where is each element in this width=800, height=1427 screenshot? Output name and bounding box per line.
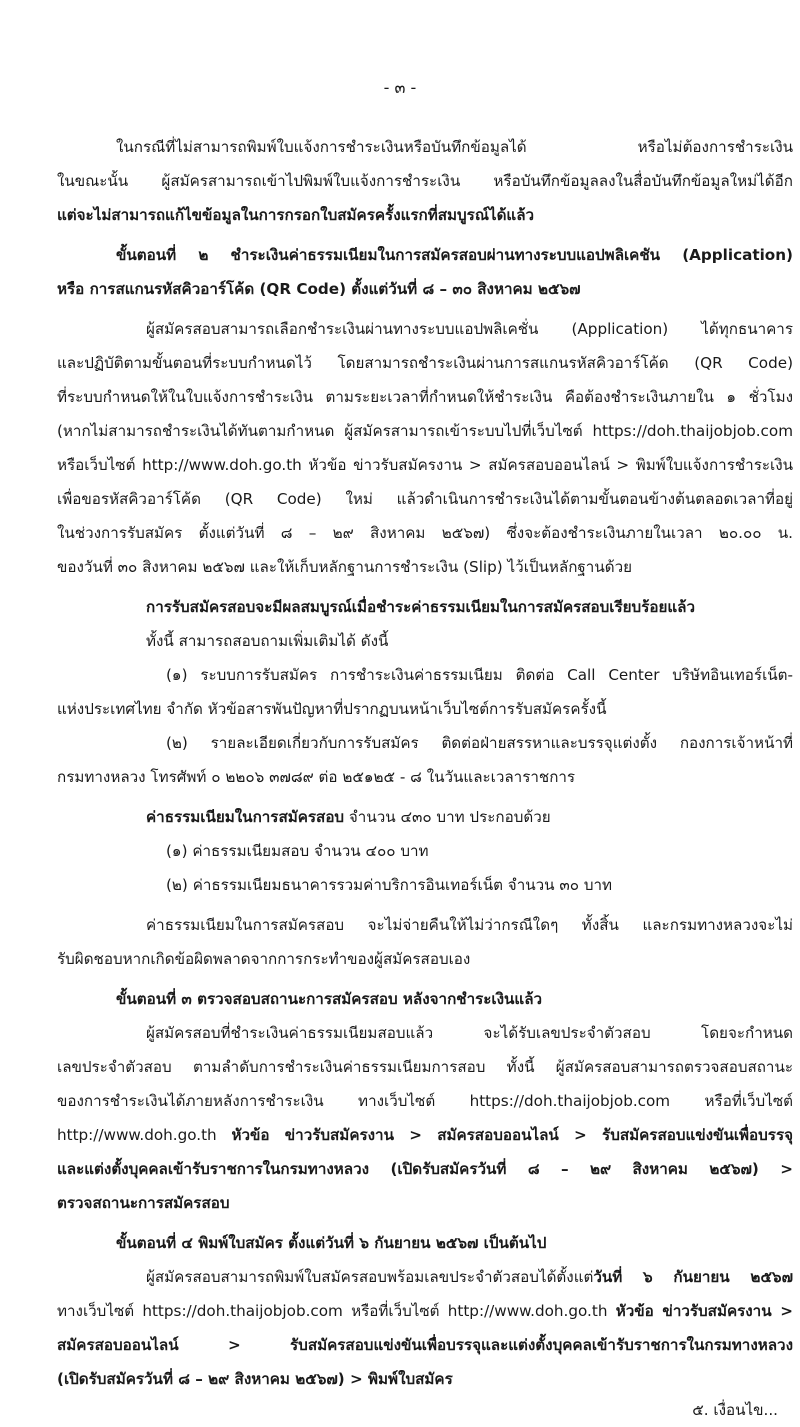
text-line: ในกรณีที่ไม่สามารถพิมพ์ใบแจ้งการชำระเงินหรือบันทึกข้อมูลได้ หรือไม่ต้องการชำระเงิน	[116, 138, 793, 156]
text-line: ที่ระบบกำหนดให้ในใบแจ้งการชำระเงิน ตามระยะเวลาที่กำหนดให้ชำระเงิน คือต้องชำระเงินภายใน ๑ ชั่วโมง	[57, 388, 793, 406]
text-line: แห่งประเทศไทย จำกัด หัวข้อสารพันปัญหาที่ปรากฏบนหน้าเว็บไซต์การรับสมัครครั้งนี้	[57, 700, 607, 718]
section-heading-step-2-cont: หรือ การสแกนรหัสคิวอาร์โค้ด (QR Code) ตั้งแต่วันที่ ๘ – ๓๐ สิงหาคม ๒๕๖๗	[57, 280, 581, 298]
menu-path: หัวข้อ ข่าวรับสมัครงาน >	[615, 1302, 794, 1320]
text-line: ของวันที่ ๓๐ สิงหาคม ๒๕๖๗ และให้เก็บหลักฐานการชำระเงิน (Slip) ไว้เป็นหลักฐานด้วย	[57, 558, 632, 576]
completion-note: การรับสมัครสอบจะมีผลสมบูรณ์เมื่อชำระค่าธรรมเนียมในการสมัครสอบเรียบร้อยแล้ว	[146, 598, 695, 616]
page-number: - ๓ -	[383, 78, 417, 97]
fee-item: (๒) ค่าธรรมเนียมธนาคารรวมค่าบริการอินเทอร์เน็ต จำนวน ๓๐ บาท	[166, 876, 612, 894]
text-line: หรือเว็บไซต์ http://www.doh.go.th หัวข้อ ข่าวรับสมัครงาน > สมัครสอบออนไลน์ > พิมพ์ใบแจ้งการชำระเงิน	[57, 456, 793, 474]
text-line: ในขณะนั้น ผู้สมัครสามารถเข้าไปพิมพ์ใบแจ้งการชำระเงิน หรือบันทึกข้อมูลลงในสื่อบันทึกข้อมูลใหม่ได้อีก	[57, 172, 793, 190]
text-line: (๒) รายละเอียดเกี่ยวกับการรับสมัคร ติดต่อฝ่ายสรรหาและบรรจุแต่งตั้ง กองการเจ้าหน้าที่	[166, 734, 793, 752]
text-line: ทั้งนี้ สามารถสอบถามเพิ่มเติมได้ ดังนี้	[146, 632, 389, 650]
text-line: ค่าธรรมเนียมในการสมัครสอบ จะไม่จ่ายคืนให้ไม่ว่ากรณีใดๆ ทั้งสิ้น และกรมทางหลวงจะไม่	[146, 916, 793, 934]
text-line: เลขประจำตัวสอบ ตามลำดับการชำระเงินค่าธรรมเนียมการสอบ ทั้งนี้ ผู้สมัครสอบสามารถตรวจสอบสถานะ	[57, 1058, 793, 1076]
continuation-note: ๕. เงื่อนไข...	[692, 1401, 778, 1419]
menu-path-end: (เปิดรับสมัครวันที่ ๘ – ๒๙ สิงหาคม ๒๕๖๗) > พิมพ์ใบสมัคร	[57, 1370, 453, 1388]
text-line: (หากไม่สามารถชำระเงินได้ทันตามกำหนด ผู้สมัครสามารถเข้าระบบไปที่เว็บไซต์ https://doh.thaijobjob.com	[57, 422, 793, 440]
text-line: รับผิดชอบหากเกิดข้อผิดพลาดจากการกระทำของผู้สมัครสอบเอง	[57, 950, 471, 968]
text-line: ผู้สมัครสอบที่ชำระเงินค่าธรรมเนียมสอบแล้ว จะได้รับเลขประจำตัวสอบ โดยจะกำหนด	[146, 1024, 793, 1042]
text-line: เพื่อขอรหัสคิวอาร์โค้ด (QR Code) ใหม่ แล้วดำเนินการชำระเงินได้ตามขั้นตอนข้างต้นตลอดเวลาที่อยู่	[57, 490, 793, 508]
text-span: ทางเว็บไซต์ https://doh.thaijobjob.com หรือที่เว็บไซต์ http://www.doh.go.th	[57, 1302, 608, 1320]
text-span: ผู้สมัครสอบสามารถพิมพ์ใบสมัครสอบพร้อมเลขประจำตัวสอบได้ตั้งแต่	[146, 1268, 594, 1286]
text-line: ผู้สมัครสอบสามารถเลือกชำระเงินผ่านทางระบบแอปพลิเคชั่น (Application) ได้ทุกธนาคาร	[146, 320, 793, 338]
fee-total: จำนวน ๔๓๐ บาท ประกอบด้วย	[348, 808, 551, 826]
menu-path: หัวข้อ ข่าวรับสมัครงาน > สมัครสอบออนไลน์ > รับสมัครสอบแข่งขันเพื่อบรรจุ	[231, 1126, 793, 1144]
menu-path-cont: สมัครสอบออนไลน์ > รับสมัครสอบแข่งขันเพื่อบรรจุและแต่งตั้งบุคคลเข้ารับราชการในกรมทางหลวง	[57, 1336, 793, 1354]
text-line: และปฏิบัติตามขั้นตอนที่ระบบกำหนดไว้ โดยสามารถชำระเงินผ่านการสแกนรหัสคิวอาร์โค้ด (QR Code)	[57, 354, 793, 372]
menu-path-end: ตรวจสถานะการสมัครสอบ	[57, 1194, 230, 1212]
text-line: กรมทางหลวง โทรศัพท์ ๐ ๒๒๐๖ ๓๗๘๙ ต่อ ๒๕๑๒๕ - ๘ ในวันและเวลาราชการ	[57, 768, 576, 786]
fee-item: (๑) ค่าธรรมเนียมสอบ จำนวน ๔๐๐ บาท	[166, 842, 429, 860]
text-line: (๑) ระบบการรับสมัคร การชำระเงินค่าธรรมเนียม ติดต่อ Call Center บริษัทอินเทอร์เน็ต-	[166, 666, 793, 684]
section-heading-step-4: ขั้นตอนที่ ๔ พิมพ์ใบสมัคร ตั้งแต่วันที่ ๖ กันยายน ๒๕๖๗ เป็นต้นไป	[116, 1234, 547, 1252]
section-heading-step-2: ขั้นตอนที่ ๒ ชำระเงินค่าธรรมเนียมในการสมัครสอบผ่านทางระบบแอปพลิเคชัน (Application)	[116, 246, 793, 264]
text-line-bold: แต่จะไม่สามารถแก้ไขข้อมูลในการกรอกใบสมัครครั้งแรกที่สมบูรณ์ได้แล้ว	[57, 206, 535, 224]
menu-path-cont: และแต่งตั้งบุคคลเข้ารับราชการในกรมทางหลวง (เปิดรับสมัครวันที่ ๘ – ๒๙ สิงหาคม ๒๕๖๗) >	[57, 1160, 793, 1178]
text-line-mixed	[57, 1125, 793, 1145]
text-line-mixed	[57, 1301, 793, 1321]
fee-heading: ค่าธรรมเนียมในการสมัครสอบ	[146, 808, 345, 826]
date-span: วันที่ ๖ กันยายน ๒๕๖๗	[593, 1268, 793, 1286]
fee-heading-row	[146, 807, 551, 827]
text-line: ในช่วงการรับสมัคร ตั้งแต่วันที่ ๘ – ๒๙ สิงหาคม ๒๕๖๗) ซึ่งจะต้องชำระเงินภายในเวลา ๒๐.๐๐ น.	[57, 524, 793, 542]
text-line-mixed	[146, 1267, 793, 1287]
section-heading-step-3: ขั้นตอนที่ ๓ ตรวจสอบสถานะการสมัครสอบ หลังจากชำระเงินแล้ว	[116, 990, 543, 1008]
website-url: http://www.doh.go.th	[57, 1126, 217, 1144]
text-line: ของการชำระเงินได้ภายหลังการชำระเงิน ทางเว็บไซต์ https://doh.thaijobjob.com หรือที่เว็บไซต์	[57, 1092, 793, 1110]
